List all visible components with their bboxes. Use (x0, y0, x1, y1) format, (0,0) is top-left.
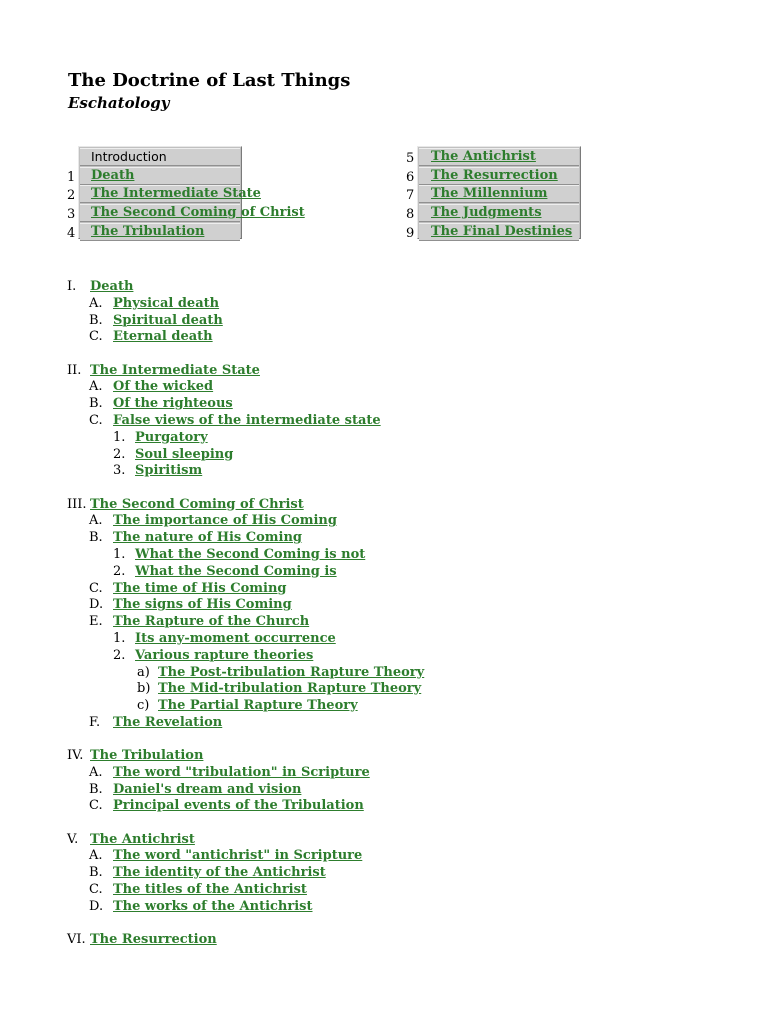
outline-marker: A. (89, 848, 103, 864)
outline-marker: 3. (113, 463, 126, 479)
nav-link-the-second-coming-of-christ[interactable]: The Second Coming of Christ (91, 205, 305, 221)
outline-marker: VI. (67, 932, 86, 948)
outline-item-the-word-tribulation-in-scripture (67, 765, 747, 782)
outline-marker: B. (89, 781, 103, 797)
outline-item-the-word-antichrist-in-scripture (67, 848, 747, 865)
outline-link-spiritism[interactable]: Spiritism (135, 463, 203, 479)
outline-marker: III. (67, 496, 87, 512)
outline-item-physical-death (67, 296, 747, 313)
outline-link-various-rapture-theories[interactable]: Various rapture theories (135, 647, 314, 663)
outline-marker: A. (89, 513, 103, 529)
outline-item-the-titles-of-the-antichrist (67, 882, 747, 899)
outline-item-the-post-tribulation-rapture-theory (67, 665, 747, 682)
outline-link-the-second-coming-of-christ[interactable]: The Second Coming of Christ (90, 496, 304, 512)
outline-link-what-the-second-coming-is[interactable]: What the Second Coming is (135, 563, 337, 579)
outline-marker: B. (89, 865, 103, 881)
nav-row-the-final-destinies[interactable] (406, 223, 579, 241)
outline-marker: C. (89, 798, 103, 814)
nav-number: 7 (406, 188, 415, 204)
outline-link-the-identity-of-the-antichrist[interactable]: The identity of the Antichrist (113, 865, 326, 881)
nav-number: 6 (406, 169, 415, 185)
page-title: The Doctrine of Last Things (68, 70, 351, 91)
outline-item-the-signs-of-his-coming (67, 597, 747, 614)
nav-box-left (67, 146, 305, 241)
nav-row-introduction (80, 148, 240, 166)
outline-link-the-importance-of-his-coming[interactable]: The importance of His Coming (113, 513, 337, 529)
outline-item-the-antichrist (67, 832, 747, 849)
outline-marker: 2. (113, 563, 126, 579)
outline-marker: B. (89, 530, 103, 546)
nav-row-the-antichrist[interactable] (406, 148, 579, 166)
outline-link-death[interactable]: Death (90, 279, 134, 294)
outline-section (67, 748, 747, 815)
outline-marker: 1. (113, 546, 126, 562)
outline-link-eternal-death[interactable]: Eternal death (113, 329, 213, 345)
outline-link-the-intermediate-state[interactable]: The Intermediate State (90, 362, 260, 378)
nav-box-right (406, 146, 581, 241)
outline-item-the-tribulation (67, 748, 747, 765)
outline-link-soul-sleeping[interactable]: Soul sleeping (135, 446, 234, 462)
nav-link-the-millennium[interactable]: The Millennium (431, 186, 548, 202)
outline-item-the-rapture-of-the-church (67, 614, 747, 631)
outline-link-the-antichrist[interactable]: The Antichrist (90, 831, 195, 847)
outline-marker: D. (89, 597, 104, 613)
outline-item-of-the-wicked (67, 379, 747, 396)
outline-section (67, 497, 747, 732)
nav-link-the-resurrection[interactable]: The Resurrection (431, 167, 558, 183)
nav-number: 5 (406, 151, 415, 166)
outline-marker: C. (89, 329, 103, 345)
nav-link-the-intermediate-state[interactable]: The Intermediate State (91, 186, 261, 202)
outline-link-the-time-of-his-coming[interactable]: The time of His Coming (113, 580, 287, 596)
outline-link-the-tribulation[interactable]: The Tribulation (90, 748, 204, 764)
outline-item-principal-events-of-the-tribulation (67, 798, 747, 815)
outline-item-the-time-of-his-coming (67, 581, 747, 598)
outline-item-the-mid-tribulation-rapture-theory (67, 681, 747, 698)
outline-item-daniel-s-dream-and-vision (67, 782, 747, 799)
nav-link-the-final-destinies[interactable]: The Final Destinies (431, 223, 573, 239)
outline-item-the-identity-of-the-antichrist (67, 865, 747, 882)
outline-marker: A. (89, 379, 103, 395)
nav-number: 2 (67, 188, 76, 204)
outline-link-the-rapture-of-the-church[interactable]: The Rapture of the Church (113, 614, 310, 630)
outline-link-the-works-of-the-antichrist[interactable]: The works of the Antichrist (113, 898, 313, 914)
page-subtitle: Eschatology (68, 94, 170, 112)
outline-marker: b) (137, 681, 151, 697)
nav-number: 9 (406, 225, 415, 241)
outline-marker: IV. (67, 748, 84, 764)
outline-marker: 2. (113, 647, 126, 663)
outline-marker: 1. (113, 630, 126, 646)
outline-link-of-the-righteous[interactable]: Of the righteous (113, 396, 233, 412)
outline-marker: F. (89, 714, 101, 730)
nav-link-the-antichrist[interactable]: The Antichrist (431, 149, 536, 164)
outline-marker: C. (89, 412, 103, 428)
outline-item-the-intermediate-state (67, 363, 747, 380)
outline-link-the-nature-of-his-coming[interactable]: The nature of His Coming (113, 530, 303, 546)
nav-row-the-judgments[interactable] (406, 204, 579, 223)
outline-item-death (67, 279, 747, 296)
outline-link-the-mid-tribulation-rapture-theory[interactable]: The Mid-tribulation Rapture Theory (158, 681, 422, 697)
outline-marker: A. (89, 764, 103, 780)
outline-item-the-nature-of-his-coming (67, 530, 747, 547)
outline-item-of-the-righteous (67, 396, 747, 413)
nav-row-the-tribulation[interactable] (67, 223, 240, 241)
nav-row-the-millennium[interactable] (406, 185, 579, 204)
outline-section (67, 279, 747, 346)
nav-row-the-second-coming-of-christ[interactable] (67, 204, 305, 223)
nav-link-introduction: Introduction (91, 149, 167, 164)
nav-number: 1 (67, 169, 76, 185)
outline-section (67, 932, 747, 949)
outline-marker: V. (67, 831, 79, 847)
outline-marker: c) (137, 698, 150, 714)
nav-row-the-intermediate-state[interactable] (67, 185, 261, 204)
outline-marker: A. (89, 295, 103, 311)
outline-link-the-resurrection[interactable]: The Resurrection (90, 932, 217, 948)
outline-link-what-the-second-coming-is-not[interactable]: What the Second Coming is not (135, 546, 366, 562)
outline-marker: E. (89, 614, 103, 630)
outline-link-the-revelation[interactable]: The Revelation (113, 714, 223, 730)
outline-link-spiritual-death[interactable]: Spiritual death (113, 312, 223, 328)
nav-link-the-tribulation[interactable]: The Tribulation (91, 223, 205, 239)
outline-marker: C. (89, 882, 103, 898)
outline-link-the-post-tribulation-rapture-theory[interactable]: The Post-tribulation Rapture Theory (158, 664, 425, 680)
nav-number: 4 (67, 225, 76, 241)
outline-link-purgatory[interactable]: Purgatory (135, 429, 208, 445)
outline-marker: D. (89, 898, 104, 914)
outline (67, 279, 747, 965)
outline-link-its-any-moment-occurrence[interactable]: Its any-moment occurrence (135, 630, 336, 646)
outline-item-the-works-of-the-antichrist (67, 899, 747, 916)
outline-link-the-partial-rapture-theory[interactable]: The Partial Rapture Theory (158, 698, 358, 714)
nav-row-the-resurrection[interactable] (406, 167, 579, 185)
outline-link-false-views-of-the-intermediate-state[interactable]: False views of the intermediate state (113, 412, 381, 428)
outline-item-the-second-coming-of-christ (67, 497, 747, 514)
outline-marker: 1. (113, 429, 126, 445)
outline-link-the-signs-of-his-coming[interactable]: The signs of His Coming (113, 597, 292, 613)
outline-link-the-titles-of-the-antichrist[interactable]: The titles of the Antichrist (113, 882, 307, 898)
outline-item-spiritism (67, 463, 747, 480)
outline-item-spiritual-death (67, 313, 747, 330)
outline-marker: II. (67, 362, 82, 378)
nav-number: 3 (67, 207, 76, 223)
outline-item-soul-sleeping (67, 447, 747, 464)
outline-link-physical-death[interactable]: Physical death (113, 295, 220, 311)
outline-marker: 2. (113, 446, 126, 462)
nav-link-the-judgments[interactable]: The Judgments (431, 205, 542, 221)
outline-link-the-word-antichrist-in-scripture[interactable]: The word "antichrist" in Scripture (113, 848, 363, 864)
outline-item-the-revelation (67, 715, 747, 732)
outline-item-eternal-death (67, 329, 747, 346)
outline-item-what-the-second-coming-is-not (67, 547, 747, 564)
outline-link-the-word-tribulation-in-scripture[interactable]: The word "tribulation" in Scripture (113, 764, 370, 780)
outline-item-the-importance-of-his-coming (67, 513, 747, 530)
nav-link-death[interactable]: Death (91, 167, 135, 183)
nav-number: 8 (406, 207, 415, 223)
outline-marker: C. (89, 580, 103, 596)
outline-item-the-resurrection (67, 932, 747, 949)
outline-item-purgatory (67, 430, 747, 447)
outline-item-what-the-second-coming-is (67, 564, 747, 581)
outline-marker: B. (89, 396, 103, 412)
outline-item-the-partial-rapture-theory (67, 698, 747, 715)
outline-section (67, 832, 747, 916)
outline-link-daniel-s-dream-and-vision[interactable]: Daniel's dream and vision (113, 781, 302, 797)
outline-marker: B. (89, 312, 103, 328)
outline-link-principal-events-of-the-tribulation[interactable]: Principal events of the Tribulation (113, 798, 364, 814)
outline-item-false-views-of-the-intermediate-state (67, 413, 747, 430)
outline-marker: a) (137, 664, 150, 680)
outline-section (67, 363, 747, 481)
outline-marker: I. (67, 279, 77, 294)
nav-row-death[interactable] (67, 167, 240, 185)
outline-item-its-any-moment-occurrence (67, 631, 747, 648)
outline-link-of-the-wicked[interactable]: Of the wicked (113, 379, 214, 395)
outline-item-various-rapture-theories (67, 648, 747, 665)
